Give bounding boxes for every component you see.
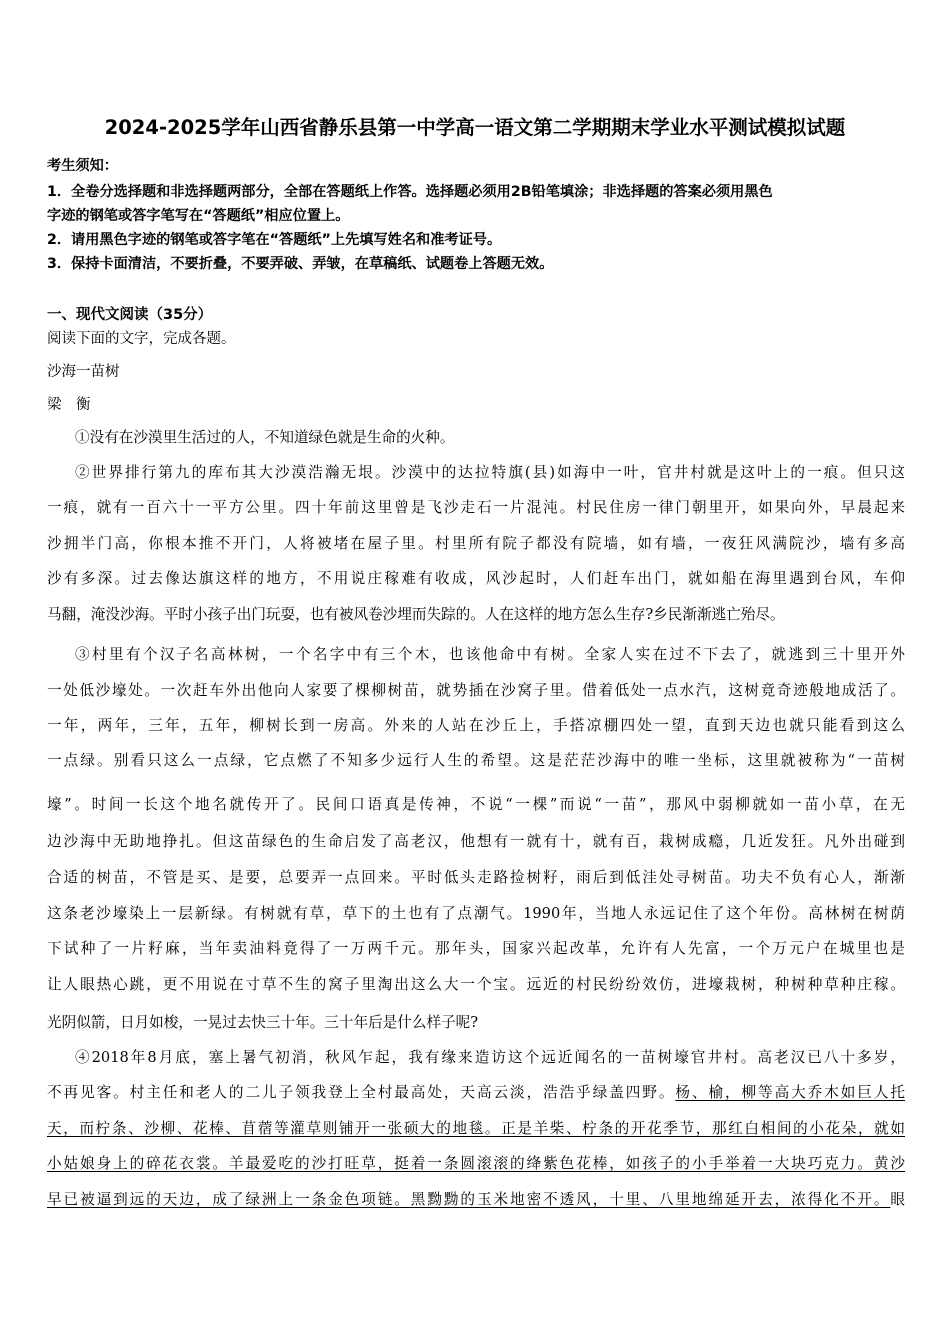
page-title: 2024-2025学年山西省静乐县第一中学高一语文第二学期期末学业水平测试模拟试题 xyxy=(104,116,846,139)
paragraph-1-line: ①没有在沙漠里生活过的人，不知道绿色就是生命的火种。 xyxy=(75,429,455,446)
paragraph-3-line: 让人眼热心跳，更不用说在寸草不生的窝子里淘出这么大一个宝。远近的村民纷纷效仿，进壕栽树，种树种草种庄稼。 xyxy=(47,976,905,993)
paragraph-4-text: 不再见客。村主任和老人的二儿子领我登上全村最高处，天高云淡，浩浩乎绿盖四野。 xyxy=(47,1084,676,1101)
article-author: 梁 衡 xyxy=(47,397,91,413)
paragraph-4-line xyxy=(47,1081,905,1102)
paragraph-4-line: ④2018年8月底，塞上暑气初消，秋风乍起，我有缘来造访这个远近闻名的一苗树壕官井村。高老汉已八十多岁， xyxy=(75,1049,905,1066)
paragraph-3-line: 合适的树苗，不管是买、是要，总要弄一点回来。平时低头走路捡树籽，雨后到低洼处寻树苗。功夫不负有心人，渐渐 xyxy=(47,869,905,886)
underlined-passage: 早已被逼到远的天边，成了绿洲上一条金色项链。黑黝黝的玉米地密不透风，十里、八里地绵延开去，浓得化不开。 xyxy=(47,1191,891,1208)
article-title: 沙海一苗树 xyxy=(47,364,120,380)
paragraph-4-text: 眼 xyxy=(890,1191,905,1208)
paragraph-3-line: 一处低沙壕处。一次赶车外出他向人家要了棵柳树苗，就势插在沙窝子里。借着低处一点水汽，这树竟奇迹般地成活了。 xyxy=(47,682,905,699)
underlined-passage-line: 天，而柠条、沙柳、花棒、苜蓿等灌草则铺开一张硕大的地毯。正是羊柴、柠条的开花季节，那红白相间的小花朵，就如 xyxy=(47,1120,905,1137)
notice-line-4: 3．保持卡面清洁，不要折叠，不要弄破、弄皱，在草稿纸、试题卷上答题无效。 xyxy=(47,256,554,272)
paragraph-3-line: 这条老沙壕染上一层新绿。有树就有草，草下的土也有了点潮气。1990年，当地人永远记住了这个年份。高林树在树荫 xyxy=(47,905,905,922)
paragraph-2-line: 一痕，就有一百六十一平方公里。四十年前这里曾是飞沙走石一片混沌。村民住房一律门朝里开，如果向外，早晨起来 xyxy=(47,499,905,516)
notice-line-2: 字迹的钢笔或答字笔写在“答题纸”相应位置上。 xyxy=(47,208,350,224)
section-instruction: 阅读下面的文字，完成各题。 xyxy=(47,331,236,347)
notice-line-3: 2．请用黑色字迹的钢笔或答字笔在“答题纸”上先填写姓名和准考证号。 xyxy=(47,232,502,248)
paragraph-3-line: ③村里有个汉子名高林树，一个名字中有三个木，也该他命中有树。全家人实在过不下去了，就逃到三十里开外 xyxy=(75,646,905,663)
paragraph-3-line: 光阴似箭，日月如梭，一晃过去快三十年。三十年后是什么样子呢? xyxy=(47,1014,479,1031)
paragraph-3-line: 壕”。时间一长这个地名就传开了。民间口语真是传神，不说“一棵”而说“一苗”，那风中弱柳就如一苗小草，在无 xyxy=(47,796,905,813)
notice-heading: 考生须知： xyxy=(47,158,118,174)
underlined-passage: 杨、榆，柳等高大乔木如巨人托 xyxy=(675,1084,905,1101)
paragraph-3-line: 一点绿。别看只这么一点绿，它点燃了不知多少远行人生的希望。这是茫茫沙海中的唯一坐标，这里就被称为“一苗树 xyxy=(47,752,905,769)
paragraph-2-line: ②世界排行第九的库布其大沙漠浩瀚无垠。沙漠中的达拉特旗(县)如海中一叶，官井村就是这叶上的一痕。但只这 xyxy=(75,464,905,481)
notice-line-1: 1．全卷分选择题和非选择题两部分，全部在答题纸上作答。选择题必须用2B铅笔填涂；非选择题的答案必须用黑色 xyxy=(47,184,773,200)
paragraph-2-line: 沙拥半门高，你根本推不开门，人将被堵在屋子里。村里所有院子都没有院墙，如有墙，一夜狂风满院沙，墙有多高 xyxy=(47,535,905,552)
paragraph-3-line: 下试种了一片籽麻，当年卖油料竟得了一万两千元。那年头，国家兴起改革，允许有人先富，一个万元户在城里也是 xyxy=(47,940,905,957)
section-heading: 一、现代文阅读（35分） xyxy=(47,307,213,323)
paragraph-4-line xyxy=(47,1188,905,1209)
paragraph-3-line: 一年，两年，三年，五年，柳树长到一房高。外来的人站在沙丘上，手搭凉棚四处一望，直到天边也就只能看到这么 xyxy=(47,717,905,734)
paragraph-2-line: 马翻，淹没沙海。平时小孩子出门玩耍，也有被风卷沙埋而失踪的。人在这样的地方怎么生存?乡民渐渐逃亡殆尽。 xyxy=(47,606,785,623)
paragraph-2-line: 沙有多深。过去像达旗这样的地方，不用说庄稼难有收成，风沙起时，人们赶车出门，就如船在海里遇到台风，车仰 xyxy=(47,570,905,587)
paragraph-3-line: 边沙海中无助地挣扎。但这苗绿色的生命启发了高老汉，他想有一就有十，就有百，栽树成瘾，几近发狂。凡外出碰到 xyxy=(47,833,905,850)
underlined-passage-line: 小姑娘身上的碎花衣裳。羊最爱吃的沙打旺草，挺着一条圆滚滚的绛紫色花棒，如孩子的小手举着一大块巧克力。黄沙 xyxy=(47,1155,905,1172)
